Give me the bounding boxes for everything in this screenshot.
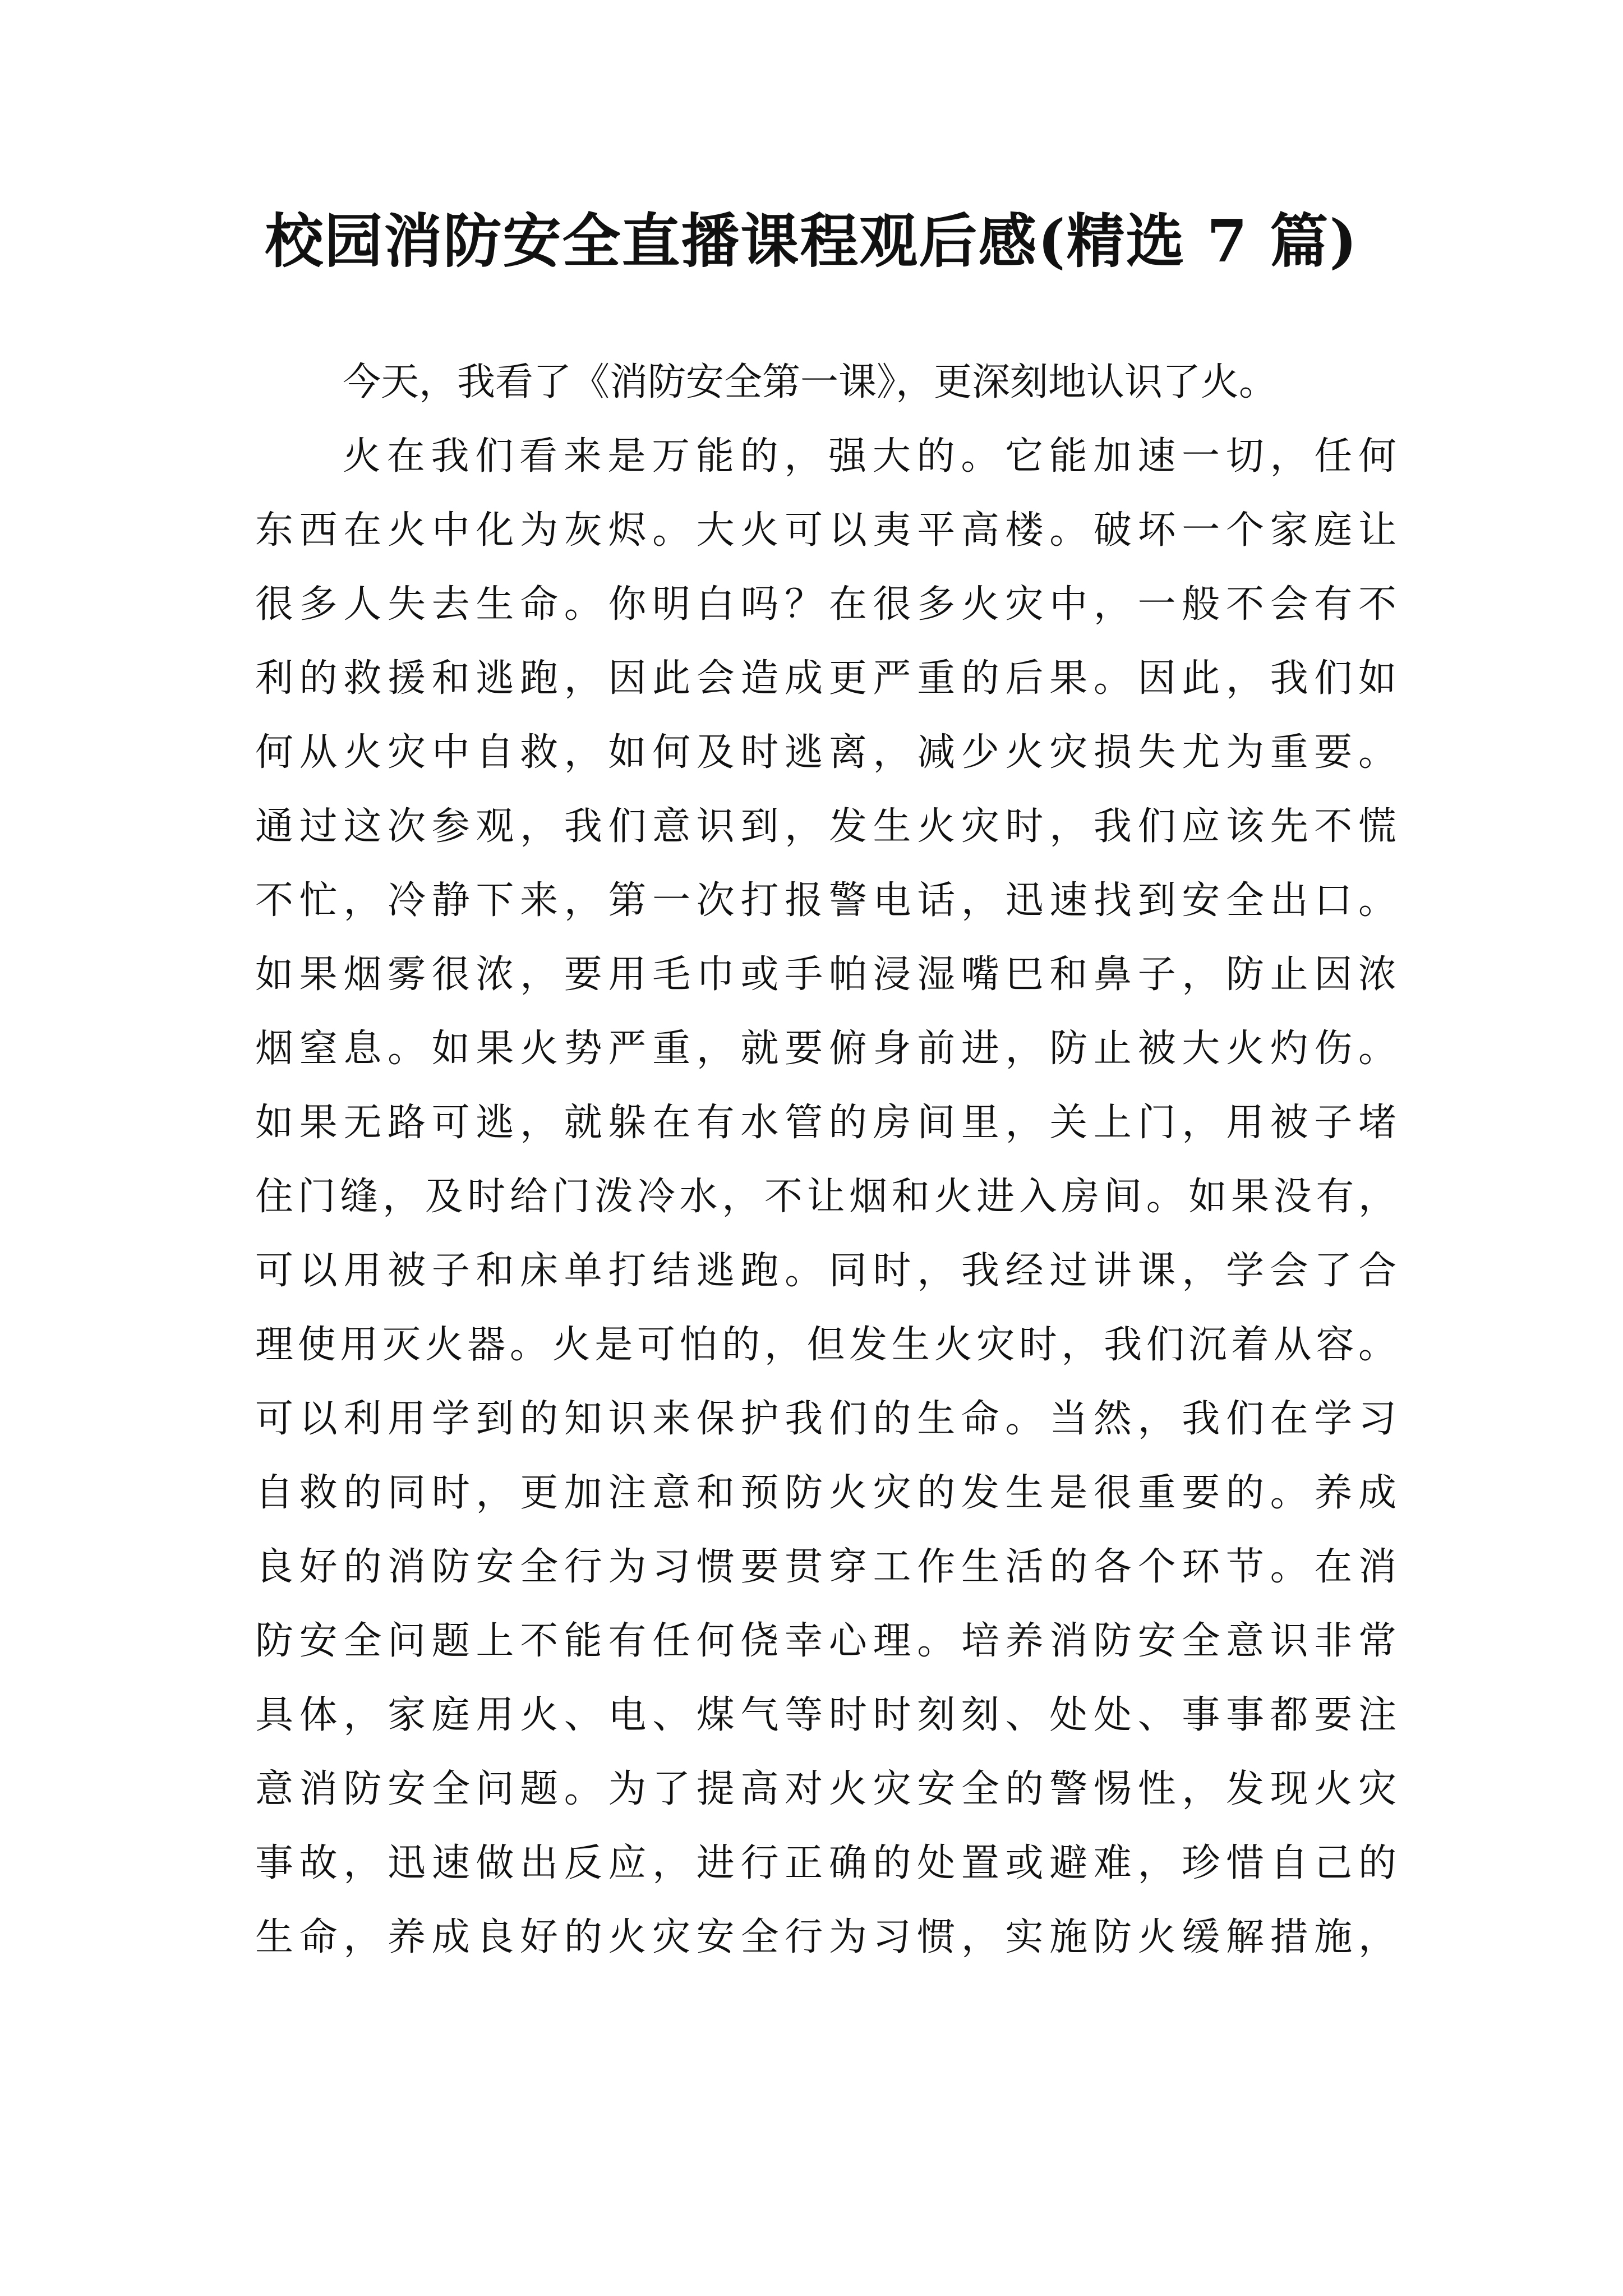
body-text-line: 意消防安全问题。为了提高对火灾安全的警惕性，发现火灾 <box>255 1767 1396 1811</box>
body-text-line: 火在我们看来是万能的，强大的。它能加速一切，任何 <box>343 434 1396 478</box>
body-text-line: 利的救援和逃跑，因此会造成更严重的后果。因此，我们如 <box>255 656 1396 701</box>
body-text-line: 何从火灾中自救，如何及时逃离，减少火灾损失尤为重要。 <box>255 730 1396 775</box>
body-text-line: 不忙，冷静下来，第一次打报警电话，迅速找到安全出口。 <box>255 878 1396 923</box>
body-text-line: 如果烟雾很浓，要用毛巾或手帕浸湿嘴巴和鼻子，防止因浓 <box>255 953 1396 997</box>
body-text-line: 可以利用学到的知识来保护我们的生命。当然，我们在学习 <box>255 1397 1396 1441</box>
body-text-line: 可以用被子和床单打结逃跑。同时，我经过讲课，学会了合 <box>255 1249 1396 1293</box>
body-text-line: 住门缝，及时给门泼冷水，不让烟和火进入房间。如果没有， <box>255 1175 1396 1219</box>
body-text-line: 事故，迅速做出反应，进行正确的处置或避难，珍惜自己的 <box>255 1841 1396 1885</box>
document-body <box>255 346 1396 1975</box>
body-text-line: 理使用灭火器。火是可怕的，但发生火灾时，我们沉着从容。 <box>255 1323 1396 1367</box>
body-text-line: 具体，家庭用火、电、煤气等时时刻刻、处处、事事都要注 <box>255 1693 1396 1737</box>
body-text-line: 良好的消防安全行为习惯要贯穿工作生活的各个环节。在消 <box>255 1545 1396 1589</box>
body-text-line: 自救的同时，更加注意和预防火灾的发生是很重要的。养成 <box>255 1471 1396 1515</box>
body-text-line: 如果无路可逃，就躲在有水管的房间里，关上门，用被子堵 <box>255 1101 1396 1145</box>
body-text-line: 通过这次参观，我们意识到，发生火灾时，我们应该先不慌 <box>255 804 1396 849</box>
body-text-line: 生命，养成良好的火灾安全行为习惯，实施防火缓解措施， <box>255 1915 1396 1959</box>
body-text-line: 东西在火中化为灰烬。大火可以夷平高楼。破坏一个家庭让 <box>255 508 1396 553</box>
document-title: 校园消防安全直播课程观后感(精选 7 篇) <box>265 206 1358 275</box>
body-text-line: 防安全问题上不能有任何侥幸心理。培养消防安全意识非常 <box>255 1619 1396 1663</box>
body-text-line: 今天，我看了《消防安全第一课》，更深刻地认识了火。 <box>343 360 1278 404</box>
body-text-line: 烟窒息。如果火势严重，就要俯身前进，防止被大火灼伤。 <box>255 1027 1396 1071</box>
body-text-line: 很多人失去生命。你明白吗？在很多火灾中，一般不会有不 <box>255 582 1396 627</box>
